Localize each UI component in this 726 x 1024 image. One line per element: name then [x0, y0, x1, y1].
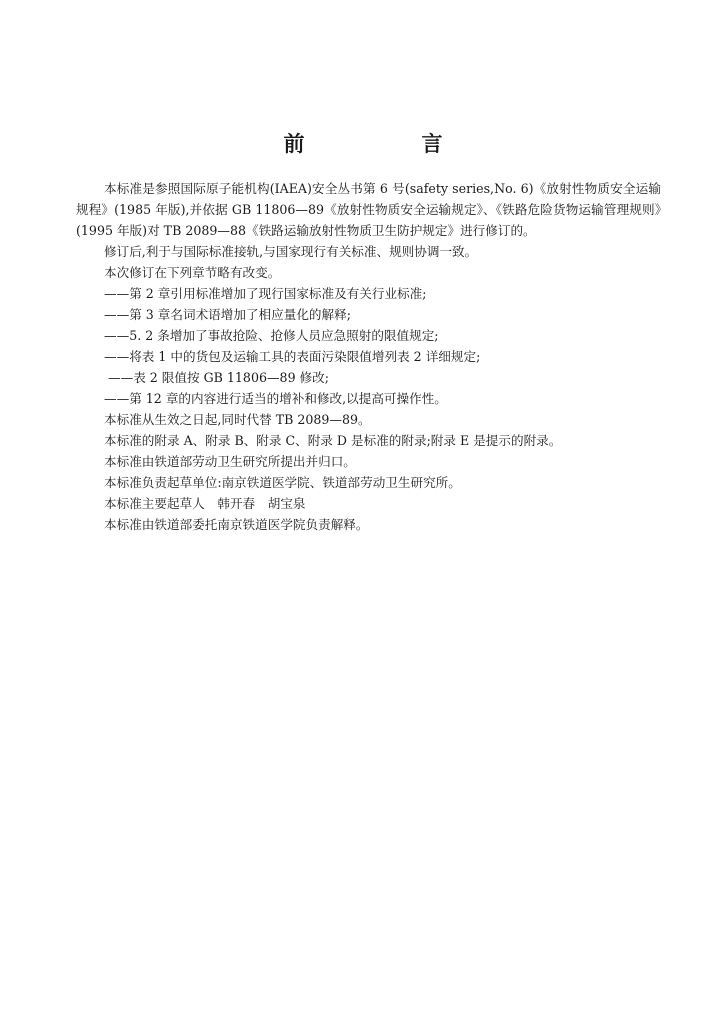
preface-line: ——第 2 章引用标准增加了现行国家标准及有关行业标准; [104, 286, 427, 301]
preface-line: 本标准主要起草人 韩开春 胡宝泉 [104, 496, 306, 511]
intro-paragraph: 本标准是参照国际原子能机构(IAEA)安全丛书第 6 号(safety series,No. 6)《放射性物质安全运输规程》(1985 年版),并依据 GB 11806—89《放射性物质安全运输规定》、《铁路危险货物运输管理规则》(1995 年版)对 TB 2089—88《铁路运输放射性物质卫生防护规定》进行修订的。 [76, 181, 661, 238]
preface-line: 本次修订在下列章节略有改变。 [104, 265, 281, 280]
preface-line: 本标准从生效之日起,同时代替 TB 2089—89。 [104, 412, 371, 427]
preface-line: ——将表 1 中的货包及运输工具的表面污染限值增列表 2 详细规定; [104, 349, 481, 364]
preface-line: 本标准负责起草单位:南京铁道医学院、铁道部劳动卫生研究所。 [104, 475, 461, 490]
preface-line: 本标准由铁道部委托南京铁道医学院负责解释。 [104, 517, 369, 532]
preface-body [76, 178, 661, 535]
preface-line: ——第 12 章的内容进行适当的增补和修改,以提高可操作性。 [104, 391, 447, 406]
preface-line: 本标准由铁道部劳动卫生研究所提出并归口。 [104, 454, 356, 469]
preface-line: 本标准的附录 A、附录 B、附录 C、附录 D 是标准的附录;附录 E 是提示的附录。 [104, 433, 562, 448]
preface-line: ——表 2 限值按 GB 11806—89 修改; [104, 370, 330, 385]
preface-line: ——5. 2 条增加了事故抢险、抢修人员应急照射的限值规定; [104, 328, 439, 343]
preface-line: ——第 3 章名词术语增加了相应量化的解释; [104, 307, 351, 322]
preface-line: 修订后,利于与国际标准接轨,与国家现行有关标准、规则协调一致。 [104, 244, 478, 259]
page-title: 前 言 [283, 131, 491, 156]
